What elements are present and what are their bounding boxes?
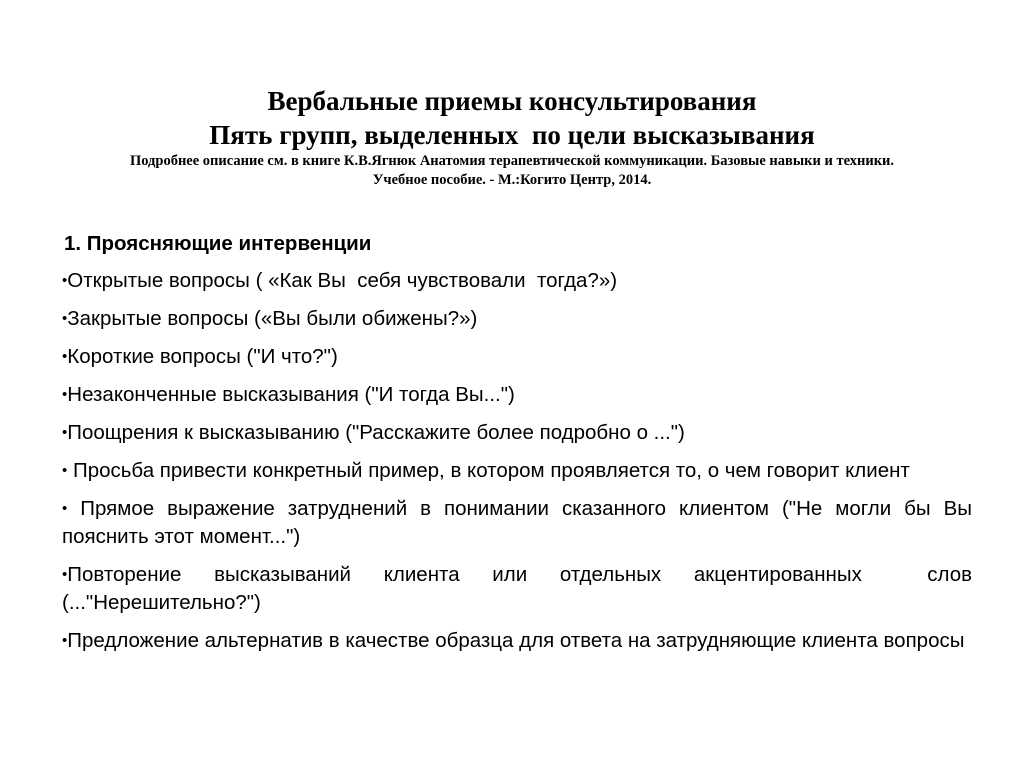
bullet-dot: • — [62, 348, 68, 365]
bullet-text: Открытые вопросы ( «Как Вы себя чувствовали тогда?») — [67, 269, 618, 292]
bullet-text: Повторение высказываний клиента или отдельных акцентированных слов (..."Нерешительно?") — [62, 563, 978, 614]
bullet-item — [62, 343, 972, 371]
bullet-dot: • — [62, 632, 68, 649]
bullet-dot: • — [62, 310, 68, 327]
slide-title-second-line: Пять групп, выделенных по цели высказывания — [209, 120, 815, 150]
bullet-item — [62, 561, 978, 617]
bullet-text: Незаконченные высказывания ("И тогда Вы...") — [67, 383, 515, 406]
bullet-dot: • — [62, 272, 68, 289]
bullet-dot: • — [62, 424, 68, 441]
bullet-text: Закрытые вопросы («Вы были обижены?») — [67, 307, 478, 330]
title-block — [60, 84, 964, 190]
bullet-item — [62, 305, 972, 333]
bullet-text: Прямое выражение затруднений в понимании сказанного клиентом ("Не могли бы Вы пояснить этот момент...") — [62, 497, 978, 548]
bullet-dot: • — [62, 566, 68, 583]
bullet-text: Поощрения к высказыванию ("Расскажите более подробно о ...") — [67, 421, 685, 444]
slide-content — [62, 226, 978, 665]
bullet-dot: • — [62, 386, 68, 403]
bullet-text: Предложение альтернатив в качестве образца для ответа на затрудняющие клиента вопросы — [67, 629, 965, 652]
bullet-dot: • — [62, 462, 68, 479]
bullet-item — [62, 627, 972, 655]
bullet-item — [62, 495, 978, 551]
bullet-text: Просьба привести конкретный пример, в котором проявляется то, о чем говорит клиент — [67, 459, 910, 482]
section-heading: 1. Проясняющие интервенции — [64, 232, 372, 255]
bullet-item — [62, 457, 972, 485]
bullet-item — [62, 267, 972, 295]
slide-title: Вербальные приемы консультирования — [267, 86, 757, 116]
bullet-item — [62, 381, 972, 409]
bullet-item — [62, 419, 972, 447]
bullet-dot: • — [62, 500, 68, 517]
bullet-text: Короткие вопросы ("И что?") — [67, 345, 338, 368]
slide-subtitle-reference: Подробнее описание см. в книге К.В.Ягнюк Анатомия терапевтической коммуникации. Базовые навыки и техники. Учебное пособие. - М.:Когито Центр, 2014. — [129, 153, 895, 188]
